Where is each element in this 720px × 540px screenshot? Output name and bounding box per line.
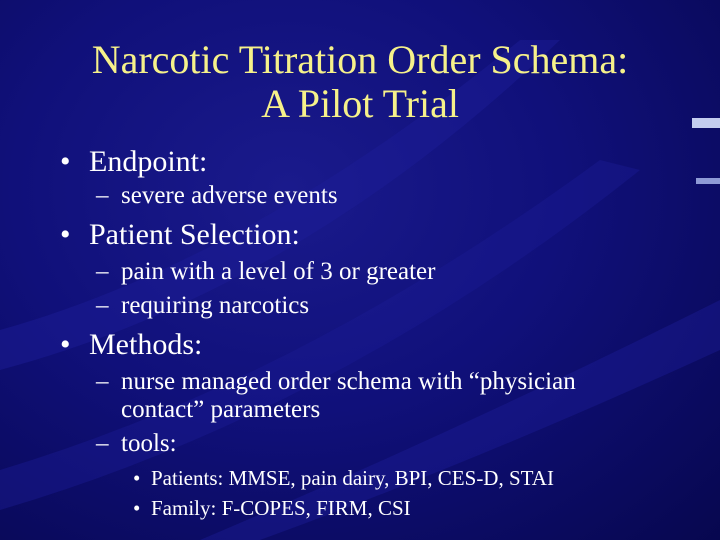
dash-tools: – <box>96 430 109 457</box>
bullet-family-instruments: • <box>133 496 141 520</box>
subitem-family-instruments: Family: F-COPES, FIRM, CSI <box>151 496 411 520</box>
bullet-patient-selection: • <box>60 218 71 251</box>
heading-endpoint: Endpoint: <box>89 145 208 178</box>
slide-title <box>0 38 720 126</box>
bullet-methods: • <box>60 328 71 361</box>
subitem-patients-instruments: Patients: MMSE, pain dairy, BPI, CES-D, STAI <box>151 466 554 490</box>
item-tools: tools: <box>121 430 177 457</box>
item-pain-level: pain with a level of 3 or greater <box>121 258 436 285</box>
heading-patient-selection: Patient Selection: <box>89 218 300 251</box>
dash-requiring-narcotics: – <box>96 292 109 319</box>
dash-pain-level: – <box>96 258 109 285</box>
heading-methods: Methods: <box>89 328 203 361</box>
item-nurse-managed-line2: contact” parameters <box>121 396 321 423</box>
dash-severe-adverse-events: – <box>96 182 109 209</box>
decorative-bar-right-lower <box>696 178 720 184</box>
dash-nurse-managed: – <box>96 368 109 395</box>
item-requiring-narcotics: requiring narcotics <box>121 292 310 319</box>
bullet-patients-instruments: • <box>133 466 141 490</box>
item-nurse-managed-line1: nurse managed order schema with “physician <box>121 368 576 395</box>
title-line-2: A Pilot Trial <box>261 81 459 126</box>
title-line-1: Narcotic Titration Order Schema: <box>91 37 629 82</box>
bullet-endpoint: • <box>60 145 71 178</box>
item-severe-adverse-events: severe adverse events <box>121 182 338 209</box>
